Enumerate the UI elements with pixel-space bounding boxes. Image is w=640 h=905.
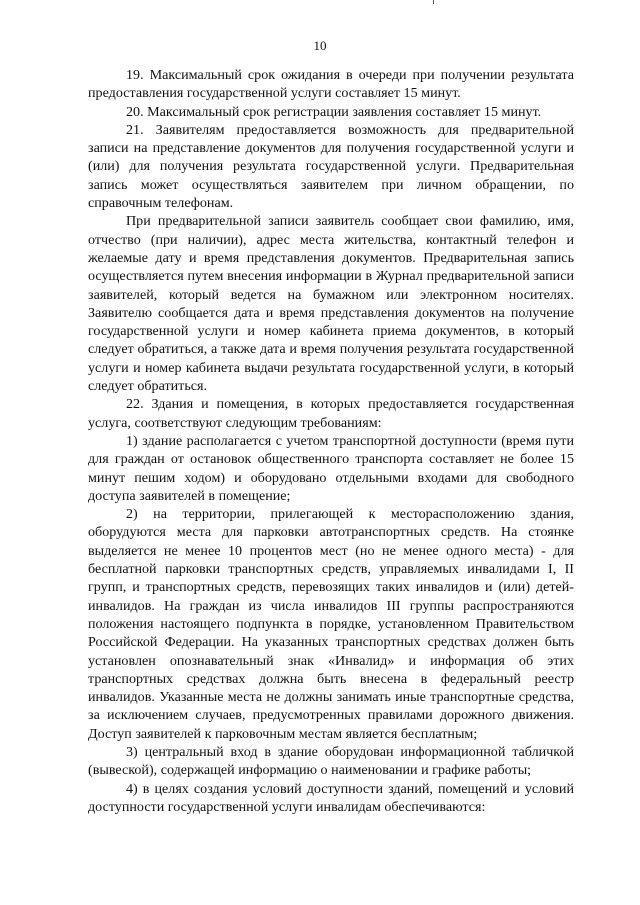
paragraph-item-22: 22. Здания и помещения, в которых предоставляется государственная услуга, соответствуют следующим требованиям: bbox=[88, 396, 574, 431]
subitem-3-entrance-sign: 3) центральный вход в здание оборудован информационной табличкой (вывеской), содержащей информацию о наименовании и графике работы; bbox=[88, 743, 574, 779]
scan-artifact-mark bbox=[433, 0, 434, 4]
paragraph-item-21: 21. Заявителям предоставляется возможность для предварительной записи на представление документов для получения государственной услуги и (или) для получения результата государственной услуги. Предварительная запись может осуществляться заявителем при личном обращении, по справочным телефонам. bbox=[88, 121, 574, 212]
paragraph-item-20: 20. Максимальный срок регистрации заявления составляет 15 минут. bbox=[126, 103, 542, 120]
page-number: 10 bbox=[313, 38, 327, 53]
document-body bbox=[88, 66, 574, 816]
subitem-1-building-location: 1) здание располагается с учетом транспортной доступности (время пути для граждан от остановок общественного транспорта составляет не более 15 минут пешим ходом) и оборудовано отдельными входами для свободного доступа заявителей в помещение; bbox=[88, 432, 574, 504]
paragraph-preliminary-record: При предварительной записи заявитель сообщает свои фамилию, имя, отчество (при наличии), адрес места жительства, контактный телефон и желаемые дату и время представления документов. Предварительная запись осуществляется путем внесения информации в Журнал предварительной записи заявителей, который ведется на бумажном или электронном носителях. Заявителю сообщается дата и время представления документов на получение государственной услуги и номер кабинета приема документов, в который следует обратиться, а также дата и время получения результата государственной услуги и номер кабинета выдачи результата государственной услуги, в который следует обратиться. bbox=[88, 213, 574, 395]
subitem-4-accessibility: 4) в целях создания условий доступности зданий, помещений и условий доступности государственной услуги инвалидам обеспечиваются: bbox=[88, 780, 574, 815]
paragraph-item-19: 19. Максимальный срок ожидания в очереди при получении результата предоставления государственной услуги составляет 15 минут. bbox=[88, 67, 574, 102]
subitem-2-parking: 2) на территории, прилегающей к месторасположению здания, оборудуются места для парковки автотранспортных средств. На стоянке выделяется не менее 10 процентов мест (но не менее одного места) - для бесплатной парковки транспортных средств, управляемых инвалидами I, II групп, и транспортных средств, перевозящих таких инвалидов и (или) детей-инвалидов. На граждан из числа инвалидов III группы распространяются положения настоящего подпункта в порядке, установленном Правительством Российской Федерации. На указанных транспортных средствах должен быть установлен опознавательный знак «Инвалид» и информация об этих транспортных средствах должна быть внесена в федеральный реестр инвалидов. Указанные места не должны занимать иные транспортные средства, за исключением случаев, предусмотренных правилами дорожного движения. Доступ заявителей к парковочным местам является бесплатным; bbox=[88, 506, 574, 742]
